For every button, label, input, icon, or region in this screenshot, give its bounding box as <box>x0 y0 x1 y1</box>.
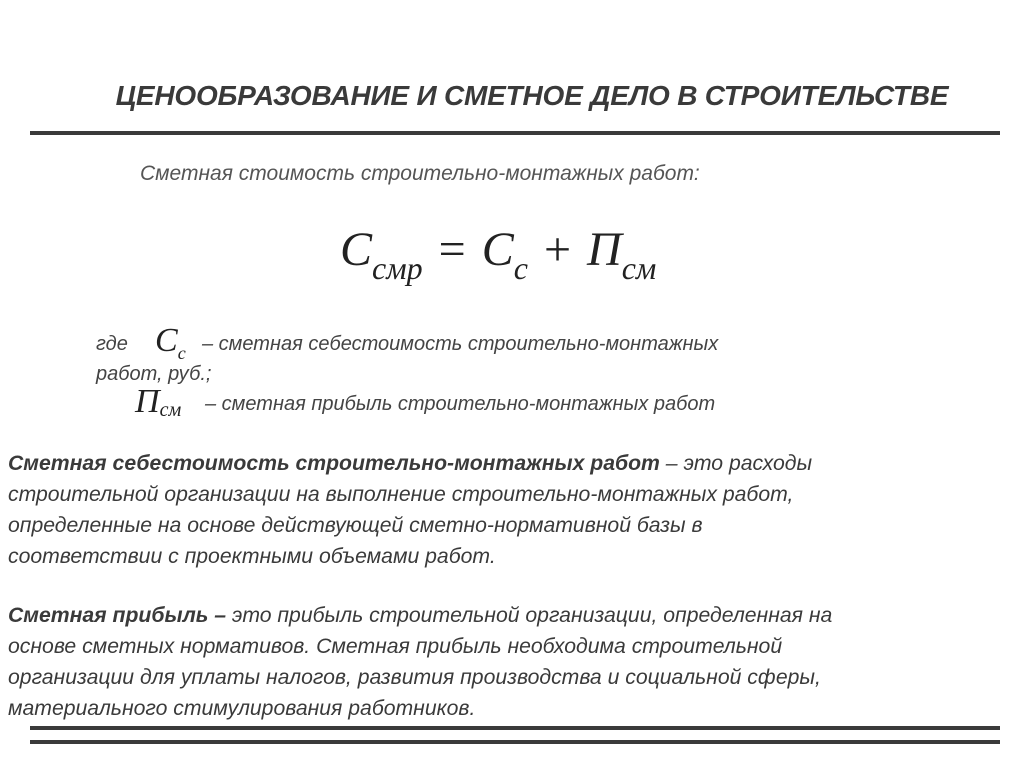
footer-divider-bottom <box>30 740 1000 744</box>
where-c-text2: работ, руб.; <box>96 363 212 385</box>
where-c-letter: C <box>155 322 178 359</box>
paragraph-profit-term: Сметная прибыль – <box>8 604 227 627</box>
paragraph-cost-l3: определенные на основе действующей сметно-нормативной базы в <box>8 514 703 537</box>
where-p-letter: П <box>135 383 160 420</box>
formula-lhs: C <box>340 223 373 276</box>
paragraph-cost-l4: соответствии с проектными объемами работ. <box>8 545 496 568</box>
subtitle: Сметная стоимость строительно-монтажных работ: <box>140 162 700 185</box>
where-c-text: – сметная себестоимость строительно-монтажных <box>202 333 719 355</box>
page-title: ЦЕНООБРАЗОВАНИЕ И СМЕТНОЕ ДЕЛО В СТРОИТЕЛЬСТВЕ <box>115 80 949 111</box>
where-p-text: – сметная прибыль строительно-монтажных работ <box>205 393 716 415</box>
title-divider <box>30 131 1000 135</box>
paragraph-cost <box>8 448 1018 572</box>
where-prefix: где <box>96 333 128 355</box>
where-p-sub: см <box>159 399 182 421</box>
paragraph-profit-l3: организации для уплаты налогов, развития производства и социальной сферы, <box>8 666 821 689</box>
where-c-sub: с <box>177 343 186 363</box>
paragraph-profit-l1: это прибыль строительной организации, определенная на <box>226 604 833 627</box>
paragraph-profit-l2: основе сметных нормативов. Сметная прибыль необходима строительной <box>8 635 783 658</box>
formula-term1-sub: с <box>513 250 528 286</box>
footer-divider-top <box>30 726 1000 730</box>
formula-equals: = <box>438 223 466 276</box>
where-p-symbol <box>135 383 181 421</box>
formula-term2-sub: см <box>621 250 657 286</box>
formula-term2: П <box>587 223 622 276</box>
where-c-symbol <box>155 322 186 363</box>
formula-term1: C <box>481 223 514 276</box>
paragraph-cost-term: Сметная себестоимость строительно-монтажных работ <box>8 452 660 475</box>
formula-lhs-sub: смр <box>372 250 423 286</box>
paragraph-profit <box>8 600 1018 724</box>
paragraph-cost-l2: строительной организации на выполнение строительно-монтажных работ, <box>8 483 794 506</box>
formula <box>340 222 657 286</box>
paragraph-cost-l1: – это расходы <box>659 452 813 475</box>
formula-plus: + <box>543 223 572 276</box>
paragraph-profit-l4: материального стимулирования работников. <box>8 697 476 720</box>
